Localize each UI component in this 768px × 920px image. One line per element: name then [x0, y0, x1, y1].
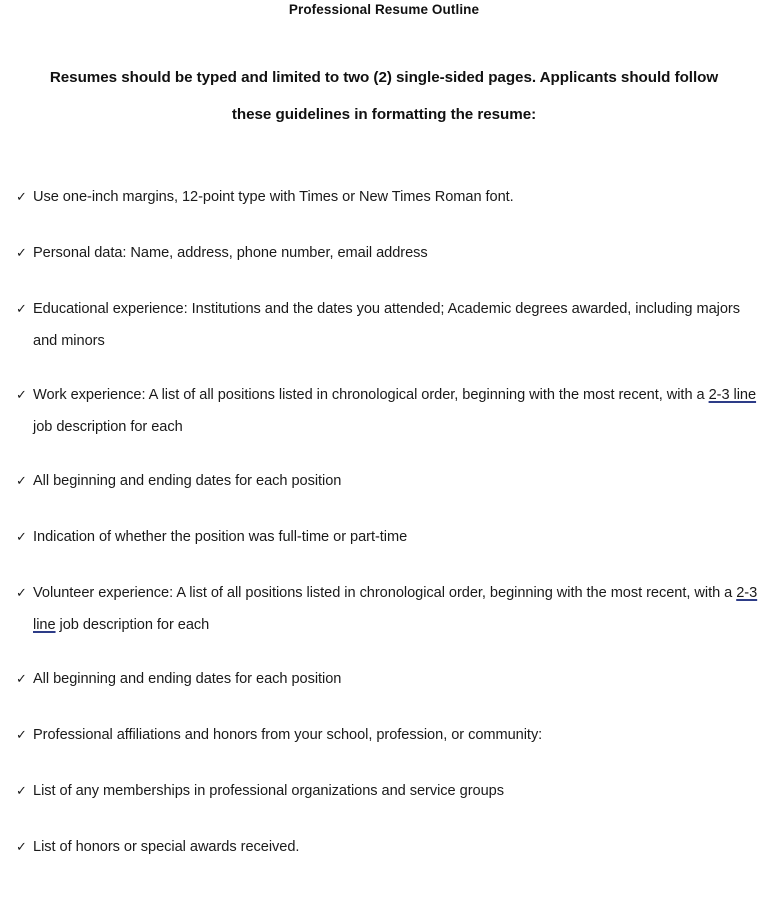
list-item-text-prefix: Volunteer experience: A list of all positions listed in chronological order, beginning with the most recent, with a: [33, 585, 737, 601]
list-item: [0, 237, 768, 269]
list-item-text-prefix: Work experience: A list of all positions listed in chronological order, beginning with the most recent, with a: [33, 387, 709, 403]
list-item-text: Personal data: Name, address, phone number, email address: [33, 245, 428, 261]
check-mark-icon: ✓: [16, 473, 27, 488]
check-mark-icon: ✓: [16, 245, 27, 260]
list-item-text: List of honors or special awards received.: [33, 839, 300, 855]
list-item-emphasis: 2-3 line: [33, 585, 758, 633]
check-mark-icon: ✓: [16, 839, 27, 854]
list-item: [0, 465, 768, 497]
check-mark-icon: ✓: [16, 671, 27, 686]
list-item-text: Use one-inch margins, 12-point type with Times or New Times Roman font.: [33, 189, 514, 205]
check-mark-icon: ✓: [16, 301, 27, 316]
list-item: [0, 719, 768, 751]
list-item-text: Indication of whether the position was full-time or part-time: [33, 529, 408, 545]
check-mark-icon: ✓: [16, 529, 27, 544]
list-item: [0, 521, 768, 553]
list-item-text: All beginning and ending dates for each position: [33, 671, 342, 687]
list-item: [0, 181, 768, 213]
check-mark-icon: ✓: [16, 783, 27, 798]
list-item: [0, 293, 768, 357]
check-mark-icon: ✓: [16, 189, 27, 204]
check-mark-icon: ✓: [16, 387, 27, 402]
list-item-emphasis: 2-3 line: [708, 387, 757, 403]
list-item: [0, 577, 768, 641]
intro-paragraph: Resumes should be typed and limited to two (2) single-sided pages. Applicants should follow these guidelines in formatting the resume:: [49, 69, 719, 123]
list-item-text-suffix: job description for each: [33, 419, 183, 435]
list-item: [0, 775, 768, 807]
list-item-text: Educational experience: Institutions and the dates you attended; Academic degrees awarded, including majors and minors: [33, 301, 740, 349]
list-item-text: All beginning and ending dates for each position: [33, 473, 342, 489]
check-mark-icon: ✓: [16, 727, 27, 742]
list-item: [0, 831, 768, 863]
page-title: Professional Resume Outline: [288, 2, 480, 17]
guidelines-checklist: [0, 181, 768, 887]
list-item-text: Professional affiliations and honors from your school, profession, or community:: [33, 727, 543, 743]
list-item-text: List of any memberships in professional organizations and service groups: [33, 783, 504, 799]
list-item: [0, 663, 768, 695]
check-mark-icon: ✓: [16, 585, 27, 600]
list-item: [0, 379, 768, 443]
list-item-text-suffix: job description for each: [55, 617, 210, 633]
